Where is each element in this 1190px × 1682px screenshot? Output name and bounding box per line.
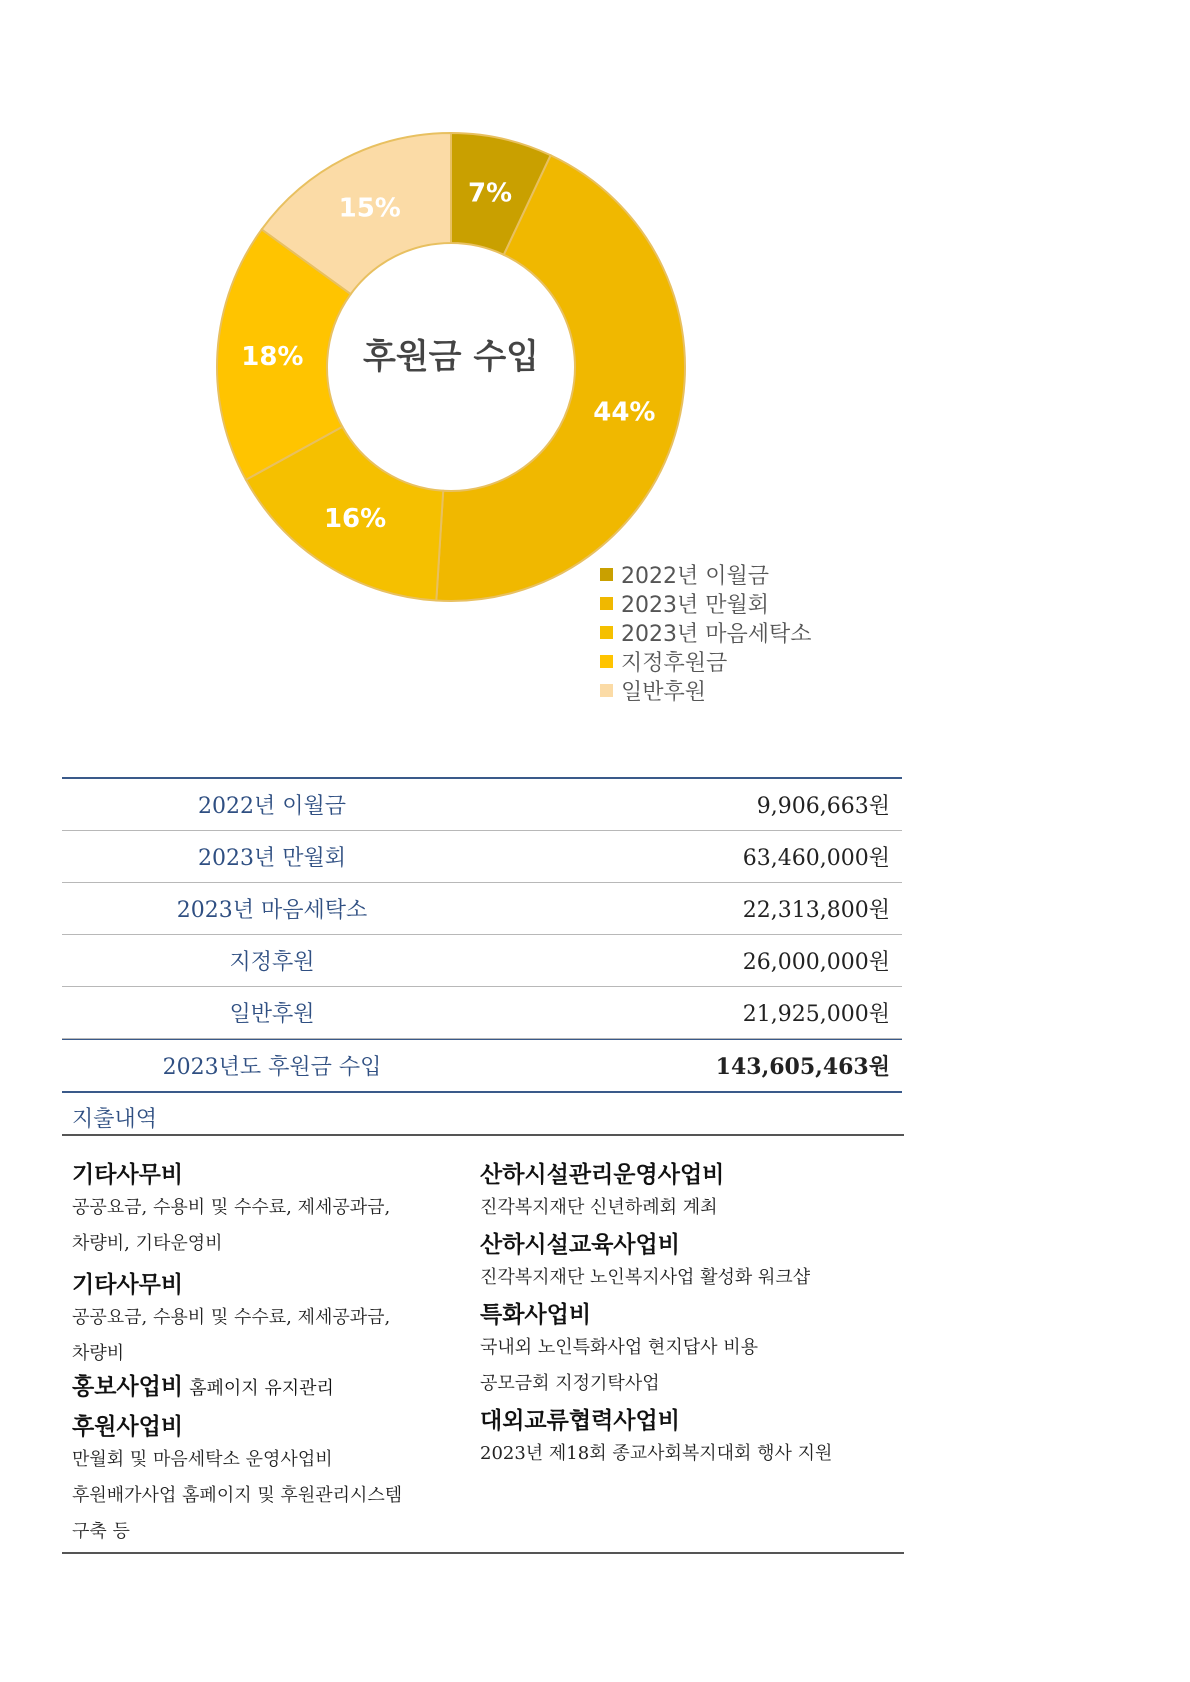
legend-label: 2022년 이월금 <box>621 564 769 589</box>
expense-title: 기타사무비 <box>72 1162 184 1188</box>
legend-swatch <box>600 626 613 639</box>
expenses-left-column <box>72 1160 472 1550</box>
bottom-divider <box>62 1552 904 1554</box>
legend-item <box>600 618 812 647</box>
expense-title: 홍보사업비 홈페이지 유지관리 <box>72 1374 334 1400</box>
expense-block <box>480 1160 880 1226</box>
row-label: 일반후원 <box>229 1002 315 1027</box>
legend-label: 일반후원 <box>621 680 707 705</box>
expense-line: 공공요금, 수용비 및 수수료, 제세공과금, <box>72 1307 391 1328</box>
table-row <box>62 987 902 1039</box>
expense-block <box>480 1406 880 1472</box>
legend-swatch <box>600 655 613 668</box>
donut-chart <box>0 0 1190 620</box>
chart-title: 후원금 수입 <box>362 337 540 377</box>
row-label: 2023년 만월회 <box>198 846 346 871</box>
expense-title: 산하시설관리운영사업비 <box>480 1162 725 1188</box>
expense-title: 산하시설교육사업비 <box>480 1232 680 1258</box>
expense-line: 진각복지재단 신년하례회 계최 <box>480 1197 718 1218</box>
row-value: 9,906,663원 <box>756 794 890 819</box>
row-value: 22,313,800원 <box>742 898 890 923</box>
legend-swatch <box>600 684 613 697</box>
expense-line: 2023년 제18회 종교사회복지대회 행사 지원 <box>480 1443 833 1464</box>
expense-line: 차량비 <box>72 1343 125 1364</box>
row-value: 26,000,000원 <box>742 950 890 975</box>
expense-title: 기타사무비 <box>72 1272 184 1298</box>
slice-label: 16% <box>323 504 387 535</box>
expense-line: 공공요금, 수용비 및 수수료, 제세공과금, <box>72 1197 391 1218</box>
expense-line: 만월회 및 마음세탁소 운영사업비 <box>72 1449 333 1470</box>
expense-line: 차량비, 기타운영비 <box>72 1233 223 1254</box>
slice-label: 18% <box>241 341 304 372</box>
slice-label: 15% <box>338 193 401 224</box>
expense-block <box>480 1300 880 1402</box>
income-table <box>62 777 902 1093</box>
legend-item <box>600 589 812 618</box>
expense-block <box>72 1160 472 1262</box>
table-row <box>62 779 902 831</box>
row-value: 63,460,000원 <box>742 846 890 871</box>
legend-label: 2023년 만월회 <box>621 593 769 618</box>
row-label: 지정후원 <box>229 950 315 975</box>
legend-item <box>600 647 812 676</box>
row-label: 2023년 마음세탁소 <box>176 898 368 923</box>
total-label: 2023년도 후원금 수입 <box>162 1055 382 1080</box>
expense-line: 국내외 노인특화사업 현지답사 비용 <box>480 1337 758 1358</box>
row-label: 2022년 이월금 <box>198 794 346 819</box>
legend-item <box>600 560 812 589</box>
expense-block <box>72 1270 472 1372</box>
expense-block <box>72 1372 472 1404</box>
row-value: 21,925,000원 <box>742 1002 890 1027</box>
legend-label: 2023년 마음세탁소 <box>621 622 812 647</box>
expense-block <box>480 1230 880 1296</box>
expenses-right-column <box>480 1160 880 1472</box>
total-value: 143,605,463원 <box>715 1054 890 1080</box>
chart-legend <box>600 560 812 705</box>
expense-line: 진각복지재단 노인복지사업 활성화 워크샵 <box>480 1267 811 1288</box>
table-row <box>62 831 902 883</box>
slice-label: 7% <box>467 178 513 209</box>
legend-swatch <box>600 568 613 581</box>
expense-title: 특화사업비 <box>480 1302 592 1328</box>
expense-line: 구축 등 <box>72 1521 130 1542</box>
expense-inline-desc: 홈페이지 유지관리 <box>189 1378 334 1399</box>
legend-swatch <box>600 597 613 610</box>
expense-title: 대외교류협력사업비 <box>480 1408 680 1434</box>
legend-item <box>600 676 812 705</box>
table-row <box>62 935 902 987</box>
expenses-section-title: 지출내역 <box>62 1106 904 1136</box>
table-total-row <box>62 1039 902 1093</box>
expense-line: 후원배가사업 홈페이지 및 후원관리시스템 <box>72 1485 403 1506</box>
legend-label: 지정후원금 <box>621 651 728 676</box>
expense-block <box>72 1412 472 1550</box>
slice-label: 44% <box>593 397 656 428</box>
expense-line: 공모금회 지정기탁사업 <box>480 1373 660 1394</box>
expense-title: 후원사업비 <box>72 1414 184 1440</box>
table-row <box>62 883 902 935</box>
